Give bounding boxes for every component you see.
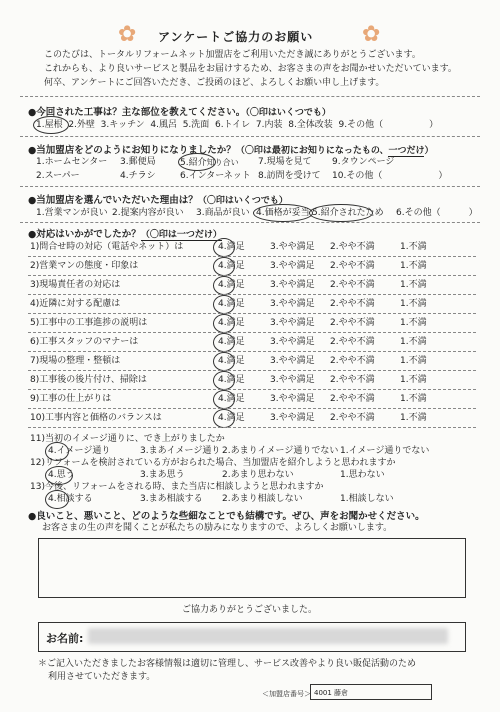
flower-icon: ✿ <box>362 22 381 47</box>
rating-option[interactable]: 1.不満 <box>400 413 427 423</box>
row-divider <box>28 313 476 314</box>
q3-title: ●当加盟店を選んでいただいた理由は？（〇印はいくつでも） <box>28 195 288 206</box>
q1-option[interactable]: 7.内装 <box>255 120 283 130</box>
thanks-message: ご協力ありがとうございました。 <box>182 605 318 615</box>
rating-option[interactable]: 3.やや満足 <box>270 318 315 328</box>
rating-question: 9)工事の仕上がりは <box>30 394 112 404</box>
survey-title: アンケートご協力のお願い <box>158 30 314 44</box>
q1-option[interactable]: 4.風呂 <box>150 120 177 130</box>
row-divider <box>28 408 476 409</box>
q2-option[interactable]: 9.タウンページ <box>332 157 395 167</box>
q4-title: ●対応はいかがでしたか？（〇印は一つだけ） <box>28 229 222 240</box>
rating-question: 1)問合せ時の対応（電話やネット）は <box>30 242 184 252</box>
q2-option[interactable]: 10.その他（ ） <box>332 171 448 181</box>
q1-option[interactable]: 3.キッチン <box>100 120 145 130</box>
rating-option[interactable]: 1.不満 <box>400 394 427 404</box>
rating-option[interactable]: 4.満足 <box>218 413 245 423</box>
rating-question: 5)工事中の工事進捗の説明は <box>30 318 148 328</box>
rating-option[interactable]: 1.不満 <box>400 375 427 385</box>
selection-circle <box>213 333 235 352</box>
rating-option[interactable]: 2.やや不満 <box>330 299 375 309</box>
rating-option[interactable]: 4.満足 <box>218 375 245 385</box>
row-divider <box>28 294 476 295</box>
sub-option[interactable]: 4.相談する <box>48 494 93 504</box>
selection-circle <box>33 116 69 134</box>
rating-option[interactable]: 4.満足 <box>218 318 245 328</box>
selection-circle <box>213 257 235 276</box>
store-number-label: ＜加盟店番号＞ <box>262 690 311 698</box>
q1-options: 1.屋根 2.外壁 3.キッチン 4.風呂 5.洗面 6.トイレ 7.内装 8.全体改装 9.その他（ ） <box>36 120 439 130</box>
q2-option[interactable]: 5.紹介知り合い <box>180 158 239 168</box>
q3-option[interactable]: 5.紹介されたため <box>312 208 384 218</box>
q1-title: ●今回された工事は？主な部位を教えてください。（〇印はいくつでも） <box>28 107 331 118</box>
redacted-name <box>88 628 448 644</box>
rating-option[interactable]: 2.やや不満 <box>330 280 375 290</box>
rating-option[interactable]: 3.やや満足 <box>270 337 315 347</box>
rating-question: 7)現場の整理・整頓は <box>30 356 121 366</box>
sub-question: 12)リフォームを検討されている方がおられた場合、当加盟店を紹介しようと思われますか <box>30 458 396 468</box>
rating-option[interactable]: 3.やや満足 <box>270 280 315 290</box>
sub-question: 13)今後、リフォームをされる時、また当店に相談しようと思われますか <box>30 482 324 492</box>
intro-line: このたびは、トータルリフォームネット加盟店をご利用いただき誠にありがとうございます。 <box>44 50 421 60</box>
row-divider <box>28 275 476 276</box>
row-divider <box>28 332 476 333</box>
sub-option[interactable]: 1.相談しない <box>340 494 394 504</box>
selection-circle <box>213 295 235 314</box>
intro-line: これからも、より良いサービスと製品をお届けするため、お客さまの声をお聞かせいただいています。 <box>44 64 457 74</box>
q2-option[interactable]: 3.郵便局 <box>120 157 156 167</box>
rating-option[interactable]: 2.やや不満 <box>330 356 375 366</box>
sub-option[interactable]: 2.あまり思わない <box>222 470 294 480</box>
rating-question: 3)現場責任者の対応は <box>30 280 121 290</box>
rating-option[interactable]: 3.やや満足 <box>270 394 315 404</box>
rating-question: 6)工事スタッフのマナーは <box>30 337 139 347</box>
sub-option[interactable]: 3.まあ相談する <box>140 494 203 504</box>
q3-option[interactable]: 1.営業マンが良い <box>36 208 108 218</box>
divider <box>20 136 480 137</box>
sub-option[interactable]: 1.イメージ通りでない <box>340 446 430 456</box>
q1-option[interactable]: 9.その他（ <box>338 120 384 130</box>
rating-question: 8)工事後の後片付け、掃除は <box>30 375 147 385</box>
name-label: お名前: <box>46 632 84 645</box>
selection-circle <box>213 314 235 333</box>
q2-title: ●当加盟店をどのようにお知りになりましたか？（〇印は最初にお知りになったもの、一つだけ） <box>28 145 434 156</box>
sub-option[interactable]: 3.まあ思う <box>140 470 185 480</box>
sub-option[interactable]: 2.あまり相談しない <box>222 494 303 504</box>
divider <box>20 186 480 187</box>
q2-option[interactable]: 1.ホームセンター <box>36 157 108 167</box>
divider <box>20 96 480 97</box>
rating-option[interactable]: 3.やや満足 <box>270 375 315 385</box>
privacy-note: ＊ご記入いただきましたお客様情報は適切に管理し、サービス改善やより良い販促活動のため <box>38 659 417 669</box>
q2-option[interactable]: 2.スーパー <box>36 171 80 181</box>
q2-option[interactable]: 8.訪問を受けて <box>258 171 321 181</box>
rating-option[interactable]: 1.不満 <box>400 242 427 252</box>
selection-circle <box>213 352 235 371</box>
rating-option[interactable]: 3.やや満足 <box>270 413 315 423</box>
rating-option[interactable]: 1.不満 <box>400 318 427 328</box>
q5-line: ●良いこと、悪いこと、どのような些細なことでも結構です。ぜひ、声をお聞かせください。 <box>28 511 425 522</box>
rating-question: 4)近隣に対する配慮は <box>30 299 121 309</box>
selection-circle <box>178 153 216 171</box>
rating-question: 10)工事内容と価格のバランスは <box>30 413 162 423</box>
rating-option[interactable]: 1.不満 <box>400 299 427 309</box>
rating-option[interactable]: 4.満足 <box>218 337 245 347</box>
selection-circle <box>213 409 235 428</box>
store-number: 4001 藤倉 <box>314 689 349 697</box>
row-divider <box>28 389 476 390</box>
rating-option[interactable]: 3.やや満足 <box>270 299 315 309</box>
selection-circle <box>213 276 235 295</box>
q1-option[interactable]: 8.全体改装 <box>288 120 333 130</box>
sub-question: 11)当初のイメージ通りに、でき上がりましたか <box>30 434 225 444</box>
rating-option[interactable]: 2.やや不満 <box>330 261 375 271</box>
selection-circle <box>213 238 235 257</box>
rating-option[interactable]: 1.不満 <box>400 356 427 366</box>
q3-option[interactable]: 4.価格が妥当 <box>256 208 310 218</box>
rating-option[interactable]: 2.やや不満 <box>330 242 375 252</box>
flower-icon: ✿ <box>118 22 137 47</box>
q2-option[interactable]: 6.インターネット <box>180 171 251 181</box>
q1-option[interactable]: 2.外壁 <box>68 120 95 130</box>
sub-option[interactable]: 4.思う <box>48 470 75 480</box>
row-divider <box>28 351 476 352</box>
row-divider <box>28 427 476 428</box>
row-divider <box>28 370 476 371</box>
selection-circle <box>309 204 373 222</box>
sub-option[interactable]: 2.あまりイメージ通りでない <box>222 446 339 456</box>
rating-option[interactable]: 2.やや不満 <box>330 394 375 404</box>
intro-line: 何卒、アンケートにご回答いただき、ご投函のほど、よろしくお願い申し上げます。 <box>44 78 385 88</box>
rating-option[interactable]: 1.不満 <box>400 337 427 347</box>
rating-option[interactable]: 4.満足 <box>218 356 245 366</box>
selection-circle <box>45 490 69 509</box>
rating-question: 2)営業マンの態度・印象は <box>30 261 139 271</box>
q1-option[interactable]: 5.洗面 <box>182 120 210 130</box>
rating-option[interactable]: 4.満足 <box>218 394 245 404</box>
rating-option[interactable]: 4.満足 <box>218 261 245 271</box>
q3-option[interactable]: 2.提案内容が良い <box>112 208 184 218</box>
rating-option[interactable]: 3.やや満足 <box>270 242 315 252</box>
rating-option[interactable]: 3.やや満足 <box>270 261 315 271</box>
q2-option[interactable]: 7.現場を見て <box>258 157 312 167</box>
privacy-note: 利用させていただきます。 <box>48 672 156 682</box>
rating-option[interactable]: 1.不満 <box>400 280 427 290</box>
q3-option[interactable]: 6.その他（ ） <box>396 208 478 218</box>
sub-option[interactable]: 3.まあイメージ通り <box>140 446 221 456</box>
rating-option[interactable]: 2.やや不満 <box>330 318 375 328</box>
rating-option[interactable]: 2.やや不満 <box>330 375 375 385</box>
comment-box[interactable] <box>38 538 466 598</box>
rating-option[interactable]: 2.やや不満 <box>330 413 375 423</box>
q3-option[interactable]: 3.商品が良い <box>196 208 250 218</box>
rating-option[interactable]: 4.満足 <box>218 242 245 252</box>
selection-circle <box>213 371 235 390</box>
q1-option[interactable]: 6.トイレ <box>215 120 251 130</box>
q2-option[interactable]: 4.チラシ <box>120 171 156 181</box>
rating-option[interactable]: 3.やや満足 <box>270 356 315 366</box>
rating-option[interactable]: 4.満足 <box>218 299 245 309</box>
q5-line: お客さまの生の声を聞くことが私たちの励みになりますので、よろしくお願いします。 <box>42 523 393 533</box>
q1-option[interactable]: 1.屋根 <box>36 120 63 130</box>
selection-circle <box>213 390 235 409</box>
sub-option[interactable]: 4.イメージ通り <box>48 446 111 456</box>
row-divider <box>28 256 476 257</box>
selection-circle <box>253 204 313 222</box>
divider <box>20 222 480 223</box>
rating-option[interactable]: 1.不満 <box>400 261 427 271</box>
sub-option[interactable]: 1.思わない <box>340 470 385 480</box>
rating-option[interactable]: 2.やや不満 <box>330 337 375 347</box>
rating-option[interactable]: 4.満足 <box>218 280 245 290</box>
